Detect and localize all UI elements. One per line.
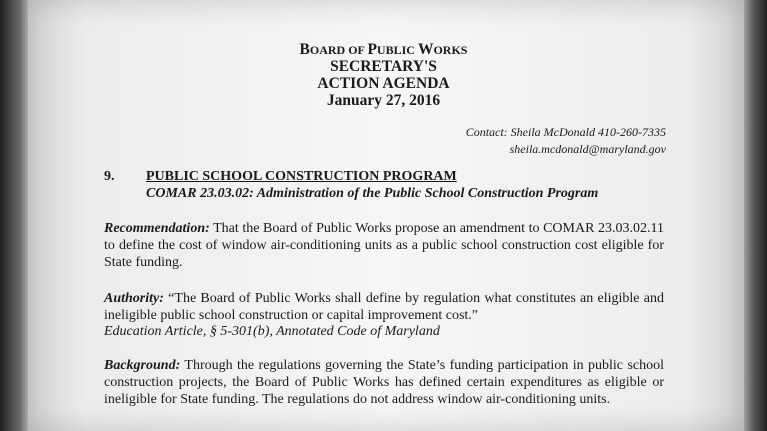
header-organization: BOARD OF PUBLIC WORKS: [299, 41, 468, 58]
recommendation-paragraph: [104, 220, 664, 271]
authority-label: Authority:: [104, 291, 164, 306]
header-secretary: SECRETARY'S: [330, 58, 437, 75]
background-paragraph: [104, 357, 664, 408]
background-label: Background:: [104, 358, 181, 373]
authority-paragraph: [104, 290, 664, 324]
header-date: January 27, 2016: [326, 92, 441, 109]
recommendation-text: That the Board of Public Works propose an amendment to COMAR 23.03.02.11 to define the cost of window air-conditioning units as a public school construction cost eligible for State funding.: [104, 221, 664, 270]
item-subtitle: COMAR 23.03.02: Administration of the Public School Construction Program: [146, 186, 599, 201]
item-number: 9.: [104, 169, 115, 184]
authority-text: “The Board of Public Works shall define by regulation what constitutes an eligible and ineligible public school construction or capital improvement cost.”: [104, 291, 664, 323]
contact-line: Contact: Sheila McDonald 410-260-7335: [465, 125, 666, 139]
item-title: PUBLIC SCHOOL CONSTRUCTION PROGRAM: [146, 169, 457, 184]
contact-email: sheila.mcdonald@maryland.gov: [509, 142, 666, 156]
header-action-agenda: ACTION AGENDA: [317, 75, 450, 92]
authority-citation: Education Article, § 5-301(b), Annotated Code of Maryland: [104, 324, 440, 339]
recommendation-label: Recommendation:: [104, 221, 210, 236]
background-text: Through the regulations governing the State’s funding participation in public school construction projects, the Board of Public Works has defined certain expenditures as eligible or ineligible for State funding. The regulations do not address window air-conditioning units.: [104, 358, 664, 407]
